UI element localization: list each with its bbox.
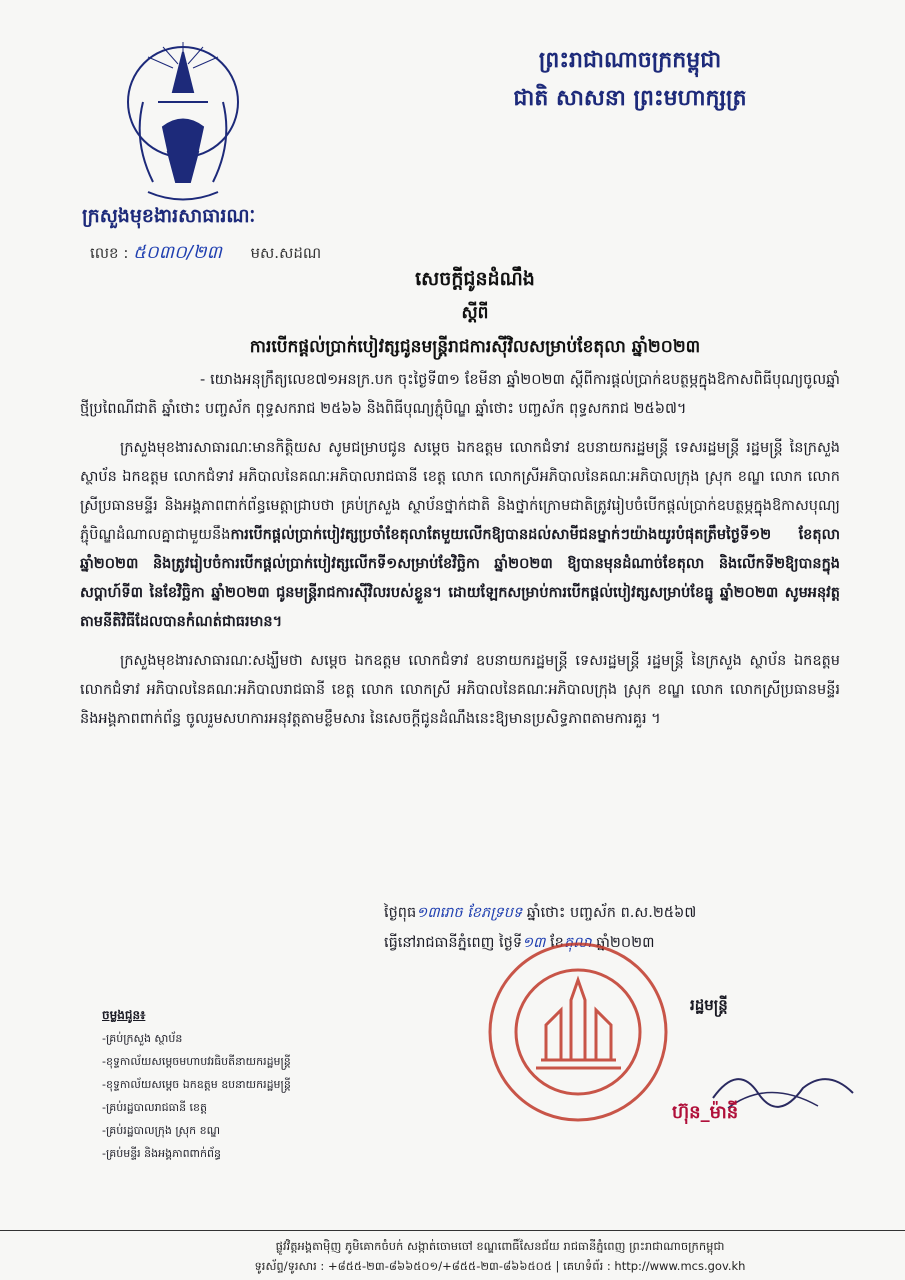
lunar-date-suffix: ឆ្នាំថោះ បញ្ចស័ក ព.ស.២៥៦៧ — [526, 905, 697, 921]
document-subtitle: ស្តីពី — [461, 303, 489, 323]
kingdom-header — [420, 42, 840, 118]
reference-number-value: ៥០៣០ — [133, 242, 187, 263]
recipient-item: -ខុទ្ទកាល័យសម្តេច ឯកឧត្តម ឧបនាយករដ្ឋមន្ត្រី — [102, 1078, 291, 1091]
recipient-item: -គ្រប់ក្រសួង ស្ថាប័ន — [102, 1032, 183, 1045]
body-paragraph-notice-intro: ក្រសួងមុខងារសាធារណៈមានកិត្តិយស សូមជម្រាបជូន សម្តេច ឯកឧត្តម លោកជំទាវ ឧបនាយករដ្ឋមន្ត្រី ទេសរដ្ឋមន្ត្រី រដ្ឋមន្ត្រី នៃក្រសួង ស្ថាប័ន ឯកឧត្តម លោកជំទាវ អភិបាលនៃគណៈអភិបាលរាជធានី ខេត្ត លោក លោកស្រីអភិបាលនៃគណៈអភិបាលក្រុង ស្រុក ខណ្ឌ លោក លោកស្រីប្រធានមន្ទីរ និងអង្គភាពពាក់ព័ន្ធមេត្តាជ្រាបថា គ្រប់ក្រសួង ស្ថាប័នថ្នាក់ជាតិ និងថ្នាក់ក្រោមជាតិត្រូវរៀបចំបើកផ្តល់ប្រាក់ឧបត្ថម្ភក្នុងឱកាសបុណ្យភ្ជុំបិណ្ឌដំណាលគ្នាជាមួយនឹង — [80, 440, 840, 543]
lunar-date-handwritten: ១៣រោច ខែភទ្របទ — [416, 905, 523, 921]
ministry-seal-icon — [486, 940, 671, 1125]
recipient-item: -គ្រប់រដ្ឋបាលរាជធានី ខេត្ត — [102, 1101, 208, 1114]
lunar-date — [384, 898, 844, 928]
footer-divider — [0, 1230, 905, 1231]
reference-year: ២៣ — [192, 242, 222, 263]
footer-address: ផ្លូវវិត្តអង្គតាម៉ិញ ភូមិគោកចំបក់ សង្កាត់ចោមចៅ ខណ្ឌពោធិ៍សែនជ័យ រាជធានីភ្នំពេញ ព្រះរាជាណាចក្រកម្ពុជា — [275, 1239, 725, 1253]
solar-date-year: ឆ្នាំ២០២៣ — [596, 935, 655, 951]
signer-title: រដ្ឋមន្ត្រី — [690, 996, 728, 1014]
document-body — [80, 366, 840, 744]
recipients-list — [102, 1004, 291, 1165]
ministry-name: ក្រសួងមុខងារសាធារណៈ — [82, 205, 256, 227]
national-motto: ជាតិ សាសនា ព្រះមហាក្សត្រ — [513, 86, 747, 111]
solar-date-day: ១៣ — [522, 935, 546, 951]
recipient-item: -គ្រប់រដ្ឋបាលក្រុង ស្រុក ខណ្ឌ — [102, 1124, 221, 1137]
footer-contact: ទូរស័ព្ទ/ទូរសារ : +៨៥៥-២៣-៨៦៦៥០១/+៨៥៥-២៣-៨៦៦៥០៥ | គេហទំព័រ : http://www.mcs.gov.kh — [254, 1259, 746, 1273]
document-title: សេចក្តីជូនដំណឹង — [415, 268, 535, 290]
recipient-item: -ខុទ្ទកាល័យសម្តេចមហាបវរធិបតីនាយករដ្ឋមន្ត្រី — [102, 1055, 291, 1068]
solar-date-mid: ខែ — [550, 935, 564, 951]
royal-emblem-icon — [118, 32, 248, 202]
signer-name: ហ៊ុន_ម៉ានី — [672, 1102, 739, 1123]
body-paragraph-notice-bold: ការបើកផ្តល់ប្រាក់បៀវត្សប្រចាំខែតុលាតែមួយលើកឱ្យបានដល់សាមីជនម្នាក់ៗយ៉ាងយូរបំផុតត្រឹមថ្ងៃទី១២ ខែតុលា ឆ្នាំ២០២៣ និងត្រូវរៀបចំការបើកផ្តល់ប្រាក់បៀវត្សលើកទី១សម្រាប់ខែវិច្ឆិកា ឆ្នាំ២០២៣ ឱ្យបានមុនដំណាច់ខែតុលា និងលើកទី២ឱ្យបានក្នុងសប្តាហ៍ទី៣ នៃខែវិច្ឆិកា ឆ្នាំ២០២៣ ជូនមន្ត្រីរាជការស៊ីវិលរបស់ខ្លួន។ ដោយឡែកសម្រាប់ការបើកផ្តល់បៀវត្សសម្រាប់ខែធ្នូ ឆ្នាំ២០២៣ សូមអនុវត្តតាមនីតិវិធីដែលបានកំណត់ជាធរមាន។ — [80, 527, 840, 630]
recipients-heading: ចម្លងជូន៖ — [102, 1008, 146, 1022]
reference-prefix: លេខ : — [90, 244, 129, 262]
kingdom-name: ព្រះរាជាណាចក្រកម្ពុជា — [538, 48, 722, 73]
lunar-date-prefix: ថ្ងៃពុធ — [384, 905, 417, 921]
solar-date-month: តុលា — [563, 935, 592, 951]
reference-suffix: មស.សដណ — [250, 244, 322, 262]
body-paragraph-reference: - យោងអនុក្រឹត្យលេខ៧១អនក្រ.បក ចុះថ្ងៃទី៣១ ខែមីនា ឆ្នាំ២០២៣ ស្តីពីការផ្តល់ប្រាក់ឧបត្ថម្ភក្នុងឱកាសពិធីបុណ្យចូលឆ្នាំថ្មីប្រពៃណីជាតិ ឆ្នាំថោះ បញ្ចស័ក ពុទ្ធសករាជ ២៥៦៦ និងពិធីបុណ្យភ្ជុំបិណ្ឌ ឆ្នាំថោះ បញ្ចស័ក ពុទ្ធសករាជ ២៥៦៧។ — [80, 372, 840, 417]
reference-number: លេខ : ៥០៣០/២៣ មស.សដណ — [90, 242, 322, 263]
document-subject: ការបើកផ្តល់ប្រាក់បៀវត្សជូនមន្ត្រីរាជការស៊ីវិលសម្រាប់ខែតុលា ឆ្នាំ២០២៣ — [249, 337, 701, 357]
footer — [110, 1236, 890, 1276]
solar-date-prefix: ធ្វើនៅរាជធានីភ្នំពេញ ថ្ងៃទី — [384, 935, 523, 951]
document-titles — [150, 262, 800, 364]
recipient-item: -គ្រប់មន្ទីរ និងអង្គភាពពាក់ព័ន្ធ — [102, 1147, 221, 1160]
body-paragraph-closing: ក្រសួងមុខងារសាធារណៈសង្ឃឹមថា សម្តេច ឯកឧត្តម លោកជំទាវ ឧបនាយករដ្ឋមន្ត្រី ទេសរដ្ឋមន្ត្រី រដ្ឋមន្ត្រី នៃក្រសួង ស្ថាប័ន ឯកឧត្តម លោកជំទាវ អភិបាលនៃគណៈអភិបាលរាជធានី ខេត្ត លោក លោកស្រី អភិបាលនៃគណៈអភិបាលក្រុង ស្រុក ខណ្ឌ លោក លោកស្រីប្រធានមន្ទីរ និងអង្គភាពពាក់ព័ន្ធ ចូលរួមសហការអនុវត្តតាមខ្លឹមសារ នៃសេចក្តីជូនដំណឹងនេះឱ្យមានប្រសិទ្ធភាពតាមការគួរ ។ — [80, 653, 840, 727]
body-paragraph-notice — [80, 434, 840, 637]
